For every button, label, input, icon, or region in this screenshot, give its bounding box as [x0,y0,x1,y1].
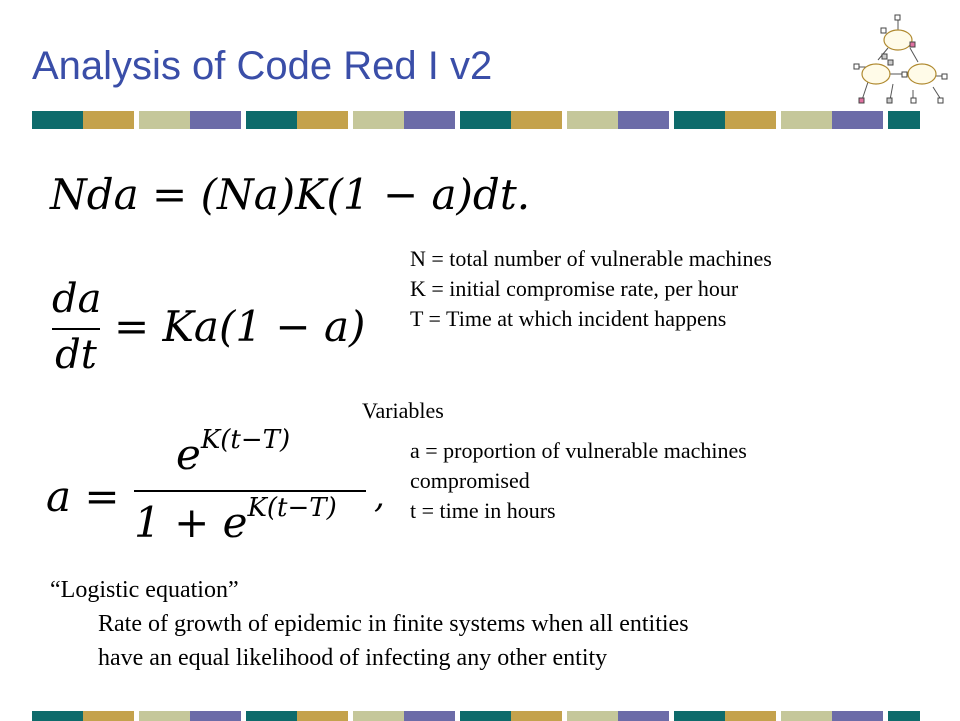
denominator-exponent: K(t−T) [247,493,337,523]
stripe-segment [297,111,348,129]
stripe-segment [139,111,190,129]
stripe-segment [460,111,511,129]
logistic-section [50,573,689,675]
stripe-segment [353,111,404,129]
equation-numerator [176,425,291,479]
equation-growth: Nda = (Na)K(1 − a)dt. [50,170,531,219]
equation-differential [52,276,382,376]
variable-a-continued: compromised [410,468,530,493]
logistic-description-line1: Rate of growth of epidemic in finite systems when all entities [98,611,689,637]
definition-k: K = initial compromise rate, per hour [410,276,739,301]
variable-t: t = time in hours [410,498,556,523]
fraction-bar [134,490,366,492]
slide-title: Analysis of Code Red I v2 [32,44,493,88]
fraction-bar [52,328,100,330]
stripe-segment [888,111,920,129]
equation-comma: , [374,476,385,516]
logistic-description-line2: have an equal likelihood of infecting any other entity [98,645,608,671]
equation-fraction-numerator: da [52,276,102,322]
variables-heading: Variables [362,398,444,423]
definitions-list [410,244,772,334]
equation-logistic [46,420,396,560]
equation-fraction-denominator: dt [55,332,97,378]
variable-a: a = proportion of vulnerable machines [410,438,747,463]
numerator-base: e [176,430,201,479]
stripe-segment [32,111,83,129]
stripe-segment [618,111,669,129]
definition-n: N = total number of vulnerable machines [410,246,772,271]
stripe-segment [725,111,776,129]
network-cloud-icon [848,12,948,107]
stripe-segment [83,111,134,129]
logistic-heading: “Logistic equation” [50,577,239,603]
variables-list [410,436,747,526]
stripe-segment [404,111,455,129]
equation-rhs: = Ka(1 − a) [114,302,366,351]
denominator-base: 1 + e [134,498,248,547]
top-color-stripe [32,111,920,129]
equation-lhs: a = [46,472,120,521]
numerator-exponent: K(t−T) [200,425,291,455]
stripe-segment [567,111,618,129]
stripe-segment [832,111,883,129]
stripe-segment [190,111,241,129]
stripe-segment [674,111,725,129]
stripe-segment [511,111,562,129]
stripe-segment [246,111,297,129]
equation-denominator [134,493,337,547]
stripe-segment [781,111,832,129]
definition-t: T = Time at which incident happens [410,306,727,331]
